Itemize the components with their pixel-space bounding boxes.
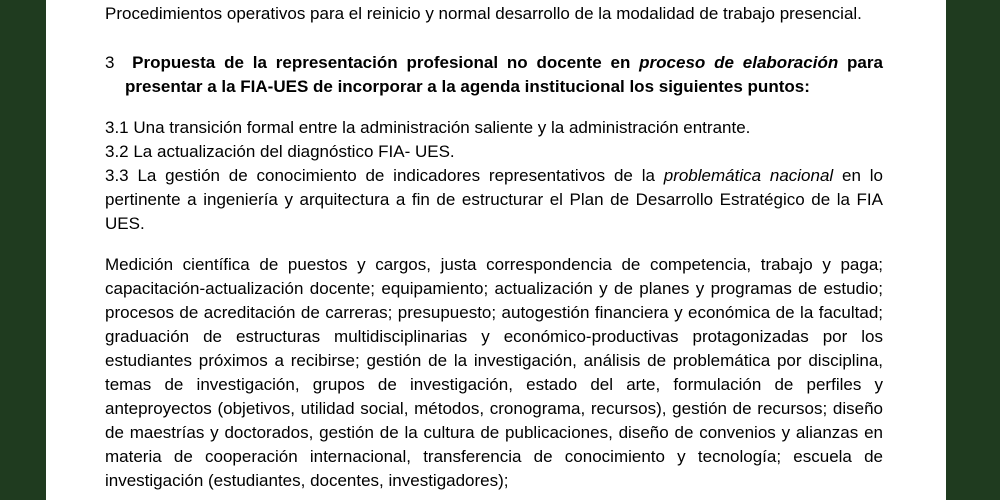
item-3-3-emphasis: problemática nacional <box>663 166 834 185</box>
items-list <box>105 116 883 236</box>
body-paragraph: Medición científica de puestos y cargos, justa correspondencia de competencia, trabajo y paga; capacitación-actualización docente; equipamiento; actualización y de planes y programas de estudio; procesos de acreditación de carreras; presupuesto; autogestión financiera y económica de la facultad; graduación de estructuras multidisciplinarias y económico-productivas protagonizadas por los estudiantes próximos a recibirse; gestión de la investigación, análisis de problemática por disciplina, temas de investigación, grupos de investigación, estado del arte, formulación de perfiles y anteproyectos (objetivos, utilidad social, métodos, cronograma, recursos), gestión de recursos; diseño de maestrías y doctorados, gestión de la cultura de publicaciones, diseño de convenios y alianzas en materia de cooperación internacional, transferencia de conocimiento y tecnología; escuela de investigación (estudiantes, docentes, investigadores); <box>105 255 883 490</box>
document-content <box>105 0 883 493</box>
section-3-text-1: Propuesta de la representación profesional no docente en <box>132 53 631 72</box>
item-3-2: 3.2 La actualización del diagnóstico FIA- UES. <box>105 142 455 161</box>
section-3-text-2: para presentar a la FIA-UES de incorporar a la agenda institucional los siguientes puntos: <box>125 53 883 96</box>
intro-paragraph: Procedimientos operativos para el reinicio y normal desarrollo de la modalidad de trabajo presencial. <box>105 4 862 23</box>
section-3-emphasis: proceso de elaboración <box>639 53 839 72</box>
item-3-3-text-1: 3.3 La gestión de conocimiento de indicadores representativos de la <box>105 166 655 185</box>
section-3-heading <box>105 51 883 99</box>
item-3-3-text-2: en lo pertinente a ingeniería y arquitectura a fin de estructurar el Plan de Desarrollo Estratégico de la FIA UES. <box>105 166 883 233</box>
item-3-3 <box>105 164 883 236</box>
item-3-1: 3.1 Una transición formal entre la administración saliente y la administración entrante. <box>105 118 751 137</box>
document-page <box>46 0 946 500</box>
section-3-number: 3 <box>105 53 115 72</box>
